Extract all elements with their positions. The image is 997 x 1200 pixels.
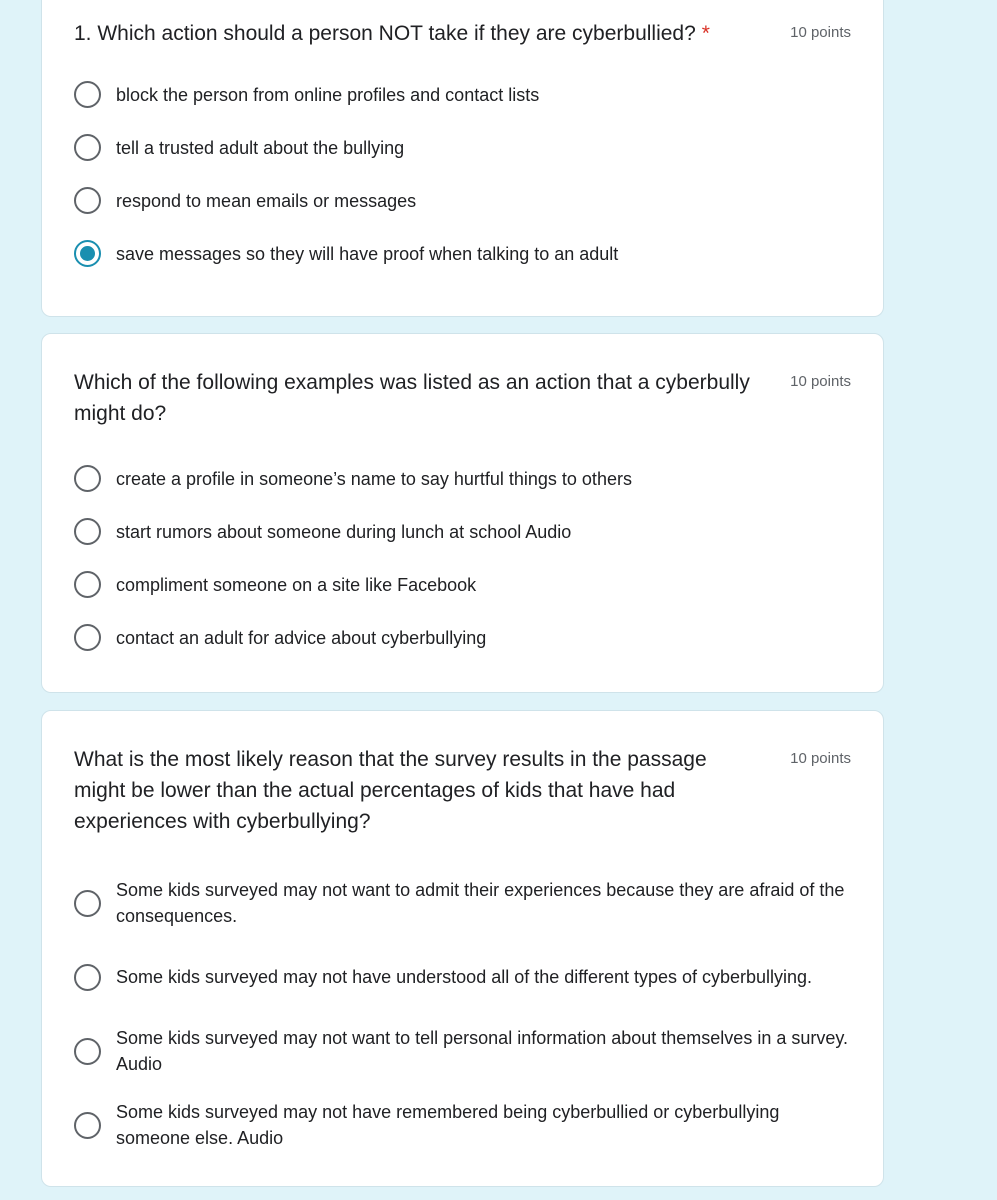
options-list bbox=[74, 68, 851, 280]
option-label: contact an adult for advice about cyberbullying bbox=[116, 627, 487, 648]
option-label: tell a trusted adult about the bullying bbox=[116, 137, 405, 158]
question-card-3 bbox=[41, 710, 884, 1187]
question-header bbox=[74, 744, 851, 837]
option-item[interactable] bbox=[74, 611, 851, 664]
option-item[interactable] bbox=[74, 68, 851, 121]
option-label: compliment someone on a site like Facebook bbox=[116, 574, 477, 595]
option-label: Some kids surveyed may not want to tell personal information about themselves in a survey. Audio bbox=[116, 1028, 849, 1074]
option-item[interactable] bbox=[74, 505, 851, 558]
option-item[interactable] bbox=[74, 227, 851, 280]
radio-button[interactable] bbox=[74, 465, 101, 492]
option-label: Some kids surveyed may not have understood all of the different types of cyberbullying. bbox=[116, 967, 813, 987]
radio-button[interactable] bbox=[74, 1038, 101, 1065]
radio-button[interactable] bbox=[74, 1112, 101, 1139]
question-title bbox=[74, 18, 710, 49]
option-label: Some kids surveyed may not want to admit their experiences because they are afraid of the consequences. bbox=[116, 880, 845, 926]
question-header bbox=[74, 367, 851, 429]
radio-button[interactable] bbox=[74, 571, 101, 598]
option-label: start rumors about someone during lunch at school Audio bbox=[116, 521, 572, 542]
option-item[interactable] bbox=[74, 121, 851, 174]
question-title-text: 1. Which action should a person NOT take if they are cyberbullied? bbox=[74, 22, 696, 45]
radio-button-selected[interactable] bbox=[74, 240, 101, 267]
radio-button[interactable] bbox=[74, 964, 101, 991]
option-item[interactable] bbox=[74, 1014, 851, 1088]
radio-button[interactable] bbox=[74, 134, 101, 161]
question-title: What is the most likely reason that the survey results in the passage might be lower than the actual percentages of kids that have had experiences with cyberbullying? bbox=[74, 748, 707, 833]
radio-button[interactable] bbox=[74, 187, 101, 214]
points-label: 10 points bbox=[790, 24, 851, 41]
option-label: Some kids surveyed may not have remembered being cyberbullied or cyberbullying someone else. Audio bbox=[116, 1102, 780, 1148]
points-label: 10 points bbox=[790, 750, 851, 767]
radio-button[interactable] bbox=[74, 518, 101, 545]
options-list bbox=[74, 452, 851, 664]
radio-button[interactable] bbox=[74, 81, 101, 108]
option-item[interactable] bbox=[74, 558, 851, 611]
radio-button[interactable] bbox=[74, 624, 101, 651]
option-item[interactable] bbox=[74, 1088, 851, 1162]
option-label: block the person from online profiles and contact lists bbox=[116, 84, 540, 105]
option-item[interactable] bbox=[74, 452, 851, 505]
radio-button[interactable] bbox=[74, 890, 101, 917]
question-card-1 bbox=[41, 0, 884, 317]
question-header bbox=[74, 18, 851, 49]
points-label: 10 points bbox=[790, 373, 851, 390]
option-label: save messages so they will have proof when talking to an adult bbox=[116, 243, 619, 264]
option-label: respond to mean emails or messages bbox=[116, 190, 417, 211]
option-item[interactable] bbox=[74, 866, 851, 940]
option-item[interactable] bbox=[74, 174, 851, 227]
option-item[interactable] bbox=[74, 940, 851, 1014]
question-title: Which of the following examples was listed as an action that a cyberbully might do? bbox=[74, 371, 750, 425]
question-card-2 bbox=[41, 333, 884, 693]
option-label: create a profile in someone’s name to say hurtful things to others bbox=[116, 468, 632, 489]
options-list bbox=[74, 866, 851, 1162]
required-asterisk: * bbox=[701, 22, 710, 45]
